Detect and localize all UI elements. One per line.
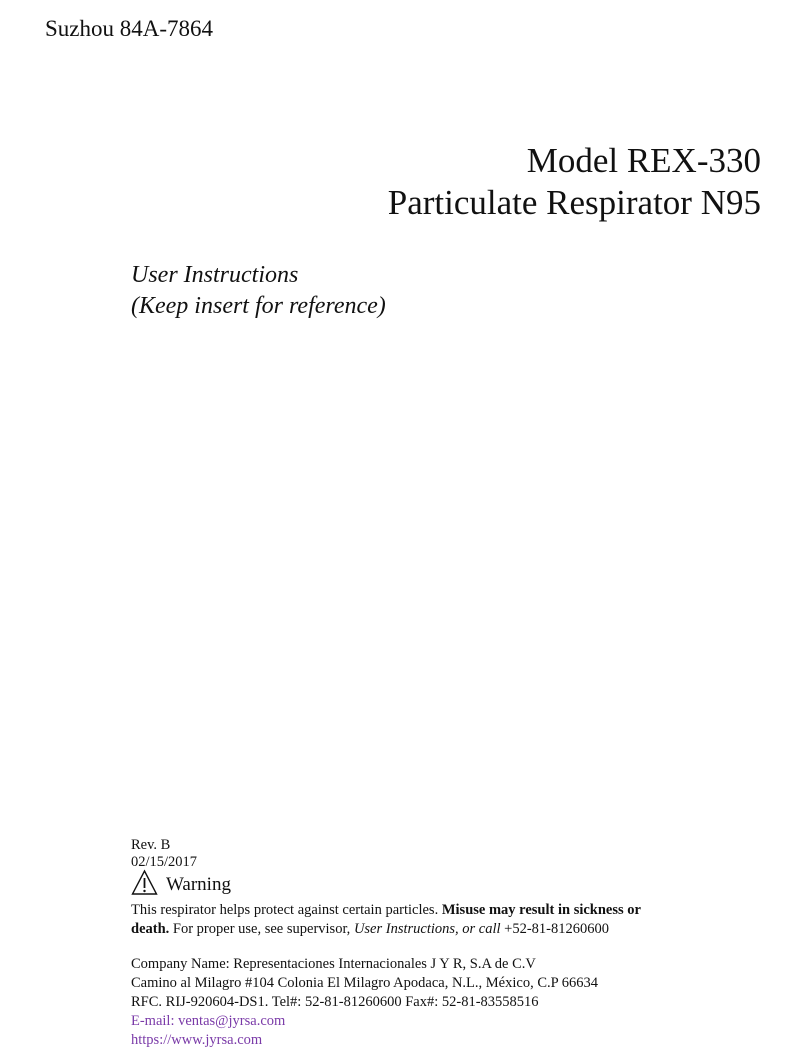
warning-plain-1: This respirator helps protect against certain particles. [131, 902, 442, 918]
warning-text [131, 901, 641, 939]
warning-line-2 [131, 920, 641, 939]
warning-label: Warning [166, 874, 231, 895]
warning-line-1 [131, 901, 641, 920]
company-info [131, 955, 598, 1050]
title-product: Particulate Respirator N95 [387, 183, 761, 222]
instructions-heading [131, 260, 386, 322]
warning-italic: User Instructions, or call [353, 921, 501, 937]
company-address: Camino al Milagro #104 Colonia El Milagro Apodaca, N.L., México, C.P 66634 [131, 975, 599, 991]
instructions-title: User Instructions [131, 262, 299, 288]
warning-bold-1: Misuse may result in sickness or [441, 902, 641, 918]
warning-bold-2: death. [131, 921, 170, 937]
document-title [388, 140, 761, 224]
company-name: Company Name: Representaciones Internacionales J Y R, S.A de C.V [131, 956, 536, 972]
model-code: Suzhou 84A-7864 [45, 16, 214, 41]
warning-plain-2: For proper use, see supervisor, [169, 921, 354, 937]
company-website-link[interactable]: https://www.jyrsa.com [131, 1032, 263, 1048]
company-rfc: RFC. RIJ-920604-DS1. Tel#: 52-81-81260600 Fax#: 52-81-83558516 [131, 994, 539, 1010]
company-email-link[interactable]: E-mail: ventas@jyrsa.com [131, 1013, 286, 1029]
title-model: Model REX-330 [526, 141, 761, 180]
revision-label: Rev. B [131, 837, 171, 853]
revision-date: 02/15/2017 [131, 854, 198, 870]
warning-phone: +52-81-81260600 [500, 921, 610, 937]
warning-triangle-icon [131, 869, 158, 896]
instructions-note: (Keep insert for reference) [131, 293, 386, 319]
warning-heading [131, 869, 231, 896]
